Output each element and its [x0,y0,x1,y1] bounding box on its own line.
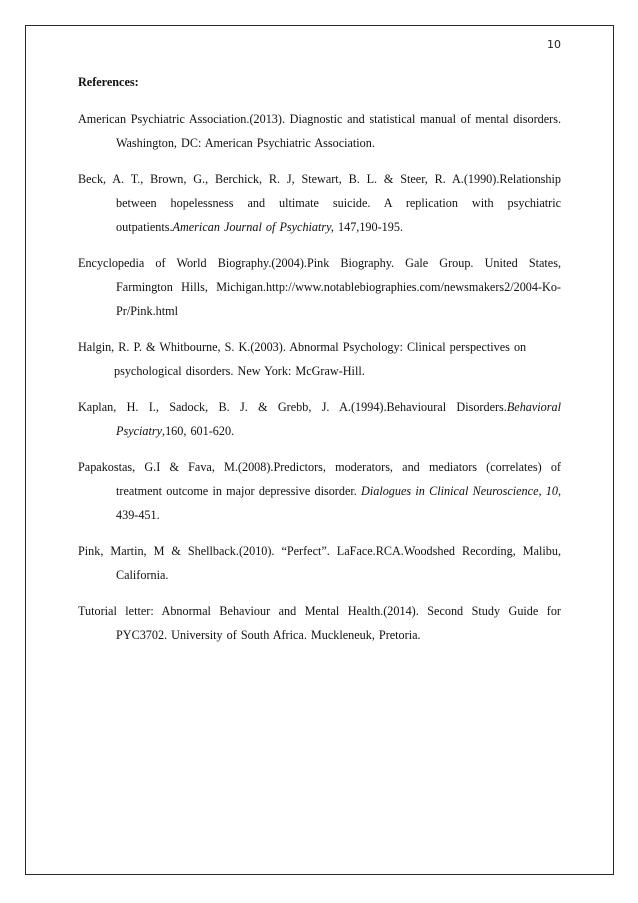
reference-entry [78,599,561,647]
reference-text: Beck, A. T., Brown, G., Berchick, R. J, Stewart, B. L. & Steer, R. A.(1990).Relationship between hopelessness and ultimate suicide. A replication with psychiatric outpatients. [78,172,561,234]
reference-entry [78,395,561,443]
reference-text: 147,190-195. [333,220,403,234]
reference-entry [78,455,561,527]
journal-title: Dialogues in Clinical Neuroscience, 10 [361,484,558,498]
reference-text: American Psychiatric Association.(2013). Diagnostic and statistical manual of mental disorders. Washington, DC: American Psychiatric Association. [78,112,561,150]
references-heading: References: [78,75,139,89]
reference-text: Halgin, R. P. & Whitbourne, S. K.(2003). Abnormal Psychology: Clinical perspectives on [78,340,527,354]
reference-text: Pink, Martin, M & Shellback.(2010). “Perfect”. LaFace.RCA.Woodshed Recording, Malibu, California. [78,544,561,582]
reference-text: ,160, 601-620. [162,424,235,438]
journal-title: American Journal of Psychiatry, [172,220,334,234]
page-number: 10 [547,38,561,51]
reference-text: Encyclopedia of World Biography.(2004).Pink Biography. Gale Group. United States, Farmington Hills, Michigan.http://www.notablebiographies.com/newsmakers2/2004-Ko-Pr/Pink.html [78,256,561,318]
reference-text: psychological disorders. New York: McGraw-Hill. [114,364,365,378]
reference-text: Kaplan, H. I., Sadock, B. J. & Grebb, J. A.(1994).Behavioural Disorders. [78,400,507,414]
reference-text: Tutorial letter: Abnormal Behaviour and Mental Health.(2014). Second Study Guide for PYC3702. University of South Africa. Muckleneuk, Pretoria. [78,604,561,642]
references-section [78,74,561,659]
reference-text: Papakostas, G.I & Fava, M.(2008).Predictors, moderators, and mediators (correlates) of treatment outcome in major depressive disorder. [78,460,561,498]
reference-entry [78,107,561,155]
journal-title: Behavioral Psyciatry [116,400,561,438]
reference-entry [78,251,561,323]
reference-entry [78,167,561,239]
reference-entry [78,539,561,587]
reference-entry [78,335,561,383]
reference-text: , 439-451. [116,484,561,522]
